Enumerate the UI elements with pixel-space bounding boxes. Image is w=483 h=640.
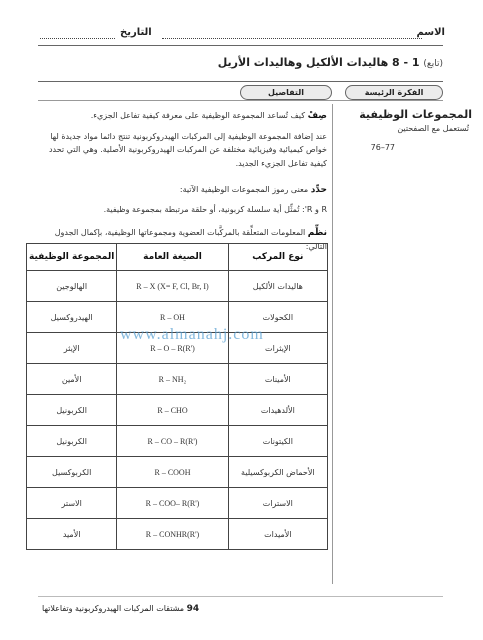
answer-describe-1: عند إضافة المجموعة الوظيفية إلى المركبات الهيدروكربونية تنتج دائما مواد جديدة لها [50,132,327,141]
group-cell: الأميد [27,519,117,550]
table-row [27,519,328,550]
identify-text: معنى رموز المجموعات الوظيفية الآتية: [179,185,309,194]
formula-cell: R – COOH [117,457,228,488]
footer [42,604,199,614]
table-row [27,364,328,395]
formula-cell: R – COO– R(R') [117,488,228,519]
footer-text: مشتقات المركبات الهيدروكربونية وتفاعلاتها [42,604,185,613]
name-label: الاسم [416,27,445,38]
organize-text: المعلومات المتعلِّقة بالمركَّبات العضوية ومجموعاتها الوظيفية، بإكمال الجدول التالي: [54,228,327,251]
title-text: 1 - 8 هاليدات الألكيل وهاليدات الأريل [217,56,420,69]
details-tab: التفاصيل [240,85,332,100]
side-pages: 76–77 [370,143,395,152]
table-row [27,488,328,519]
table-row [27,271,328,302]
answer-identify: R و R': تُمثِّل أية سلسلة كربونية، أو حلقة مرتبطة بمجموعة وظيفية. [103,205,327,214]
table-row [27,426,328,457]
compound-type-cell: الاسترات [228,488,327,519]
question-describe [42,109,327,123]
compound-type-cell: الألدهيدات [228,395,327,426]
organize-verb: نظِّم [307,228,327,238]
page-title [218,56,443,69]
answer-describe-3: كيفية تفاعل الجزيء الجديد. [235,159,327,168]
footer-rule [38,596,443,597]
table-header-row [27,244,328,271]
formula-cell: R – CONHR(R') [117,519,228,550]
header-functional-group: المجموعة الوظيفية [27,244,117,271]
page-number: 94 [186,604,200,614]
column-divider [332,104,333,584]
describe-text: كيف تُساعد المجموعة الوظيفية على معرفة كيفية تفاعل الجزيء. [90,111,306,120]
group-cell: الهيدروكسيل [27,302,117,333]
side-heading: المجموعات الوظيفية [359,108,472,121]
date-label: التاريخ [120,27,152,38]
formula-cell: R – O – R(R') [117,333,228,364]
compound-type-cell: الكحولات [228,302,327,333]
header-general-formula: الصيغة العامة [117,244,228,271]
group-cell: الهالوجين [27,271,117,302]
group-cell: الاستر [27,488,117,519]
header-rule [38,45,443,46]
table-row [27,457,328,488]
formula-cell: R – CHO [117,395,228,426]
describe-verb: صِفْ [307,111,327,121]
date-line [40,38,115,39]
compound-type-cell: الأحماض الكربوكسيلية [228,457,327,488]
table-row [27,395,328,426]
side-use-with: تُستعمل مع الصفحتين [397,124,469,133]
name-line [162,38,422,39]
title-prefix: (تابع) [423,59,443,69]
answer-describe-2: خواص كيميائية وفيزيائية مختلفة عن المركبات الهيدروكربونية الأصلية. وهي التي تحدد [48,145,327,154]
compound-type-cell: الأميدات [228,519,327,550]
identify-verb: حدِّد [310,185,327,195]
compound-type-cell: هاليدات الألكيل [228,271,327,302]
header-compound-type: نوع المركب [228,244,327,271]
formula-cell: R – CO – R(R') [117,426,228,457]
group-cell: الكربونيل [27,395,117,426]
group-cell: الإيثر [27,333,117,364]
compound-type-cell: الإيثرات [228,333,327,364]
title-rule [38,81,443,82]
formula-cell: R – OH [117,302,228,333]
main-idea-tab: الفكرة الرئيسة [345,85,443,100]
group-cell: الأمين [27,364,117,395]
question-identify [42,183,327,197]
formula-cell: R – X (X= F, Cl, Br, I) [117,271,228,302]
compound-type-cell: الكيتونات [228,426,327,457]
section-rule [38,100,443,101]
functional-groups-table [26,243,328,550]
group-cell: الكربوكسيل [27,457,117,488]
group-cell: الكربونيل [27,426,117,457]
compound-type-cell: الأمينات [228,364,327,395]
watermark: www.almanahj.com [120,326,264,343]
formula-cell: R – NH₂ [117,364,228,395]
